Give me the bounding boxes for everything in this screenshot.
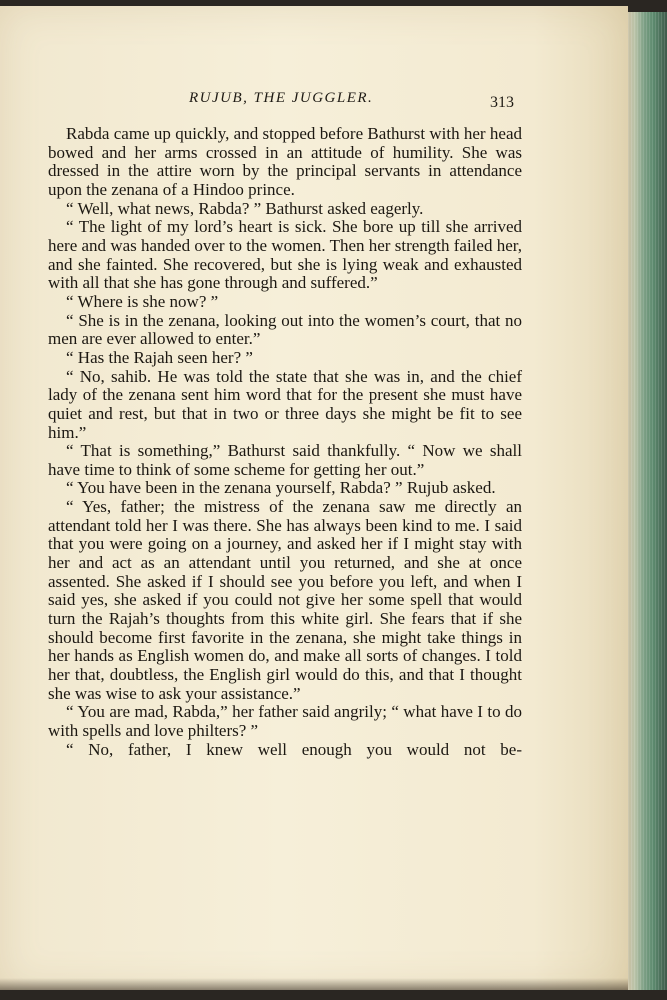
paragraph: “ Has the Rajah seen her? ” [66, 347, 253, 367]
paragraph: “ No, father, I knew well enough you would not be- [66, 739, 522, 759]
paragraph: “ She is in the zenana, looking out into the women’s court, that no men are ever allowed to enter.” [48, 310, 522, 349]
paragraph: “ No, sahib. He was told the state that she was in, and the chief lady of the zenana sent him word that for the present she must have quiet and rest, but that in two or three days she might be fit to see him.” [48, 366, 522, 442]
running-head [0, 90, 628, 110]
paragraph: “ That is something,” Bathurst said thankfully. “ Now we shall have time to think of some scheme for getting her out.” [48, 441, 522, 479]
paragraph: “ You are mad, Rabda,” her father said angrily; “ what have I to do with spells and love philters? ” [48, 702, 522, 740]
page-bottom-shadow [0, 978, 628, 990]
paragraph: “ Where is she now? ” [66, 291, 219, 311]
page-number: 313 [490, 94, 514, 111]
page-edge-lines [628, 12, 667, 990]
paragraph: “ The light of my lord’s heart is sick. She bore up till she arrived here and was handed over to the women. Then her strength failed her, and she fainted. She recovered, but she is lying weak and exhausted with all that she has gone through and suffered.” [48, 217, 522, 293]
running-title: RUJUB, THE JUGGLER. [189, 90, 374, 106]
paragraph: “ Yes, father; the mistress of the zenana saw me directly an attendant told her I was there. She has always been kind to me. I said that you were going on a journey, and asked her if I might stay with her and act as an attendant until you returned, and she at once assented. She asked if I should see you before you left, and when I said yes, she asked if you could not give her some spell that would turn the Rajah’s thoughts from this white girl. She fears that if she should become first favorite in the zenana, she might take things in her hands as English women do, and make all sorts of changes. I told her that, doubtless, the English girl would do this, and that I thought she was wise to ask your assistance.” [48, 497, 522, 703]
book-page [0, 6, 628, 990]
paragraph: “ You have been in the zenana yourself, Rabda? ” Rujub asked. [66, 478, 496, 498]
page-edge-stack [628, 12, 667, 990]
paragraph: “ Well, what news, Rabda? ” Bathurst asked eagerly. [66, 198, 424, 218]
paragraph: Rabda came up quickly, and stopped before Bathurst with her head bowed and her arms crossed in an attitude of humility. She was dressed in the attire worn by the principal servants in attendance upon the zenana of a Hindoo prince. [48, 124, 522, 199]
body-text [48, 125, 522, 759]
